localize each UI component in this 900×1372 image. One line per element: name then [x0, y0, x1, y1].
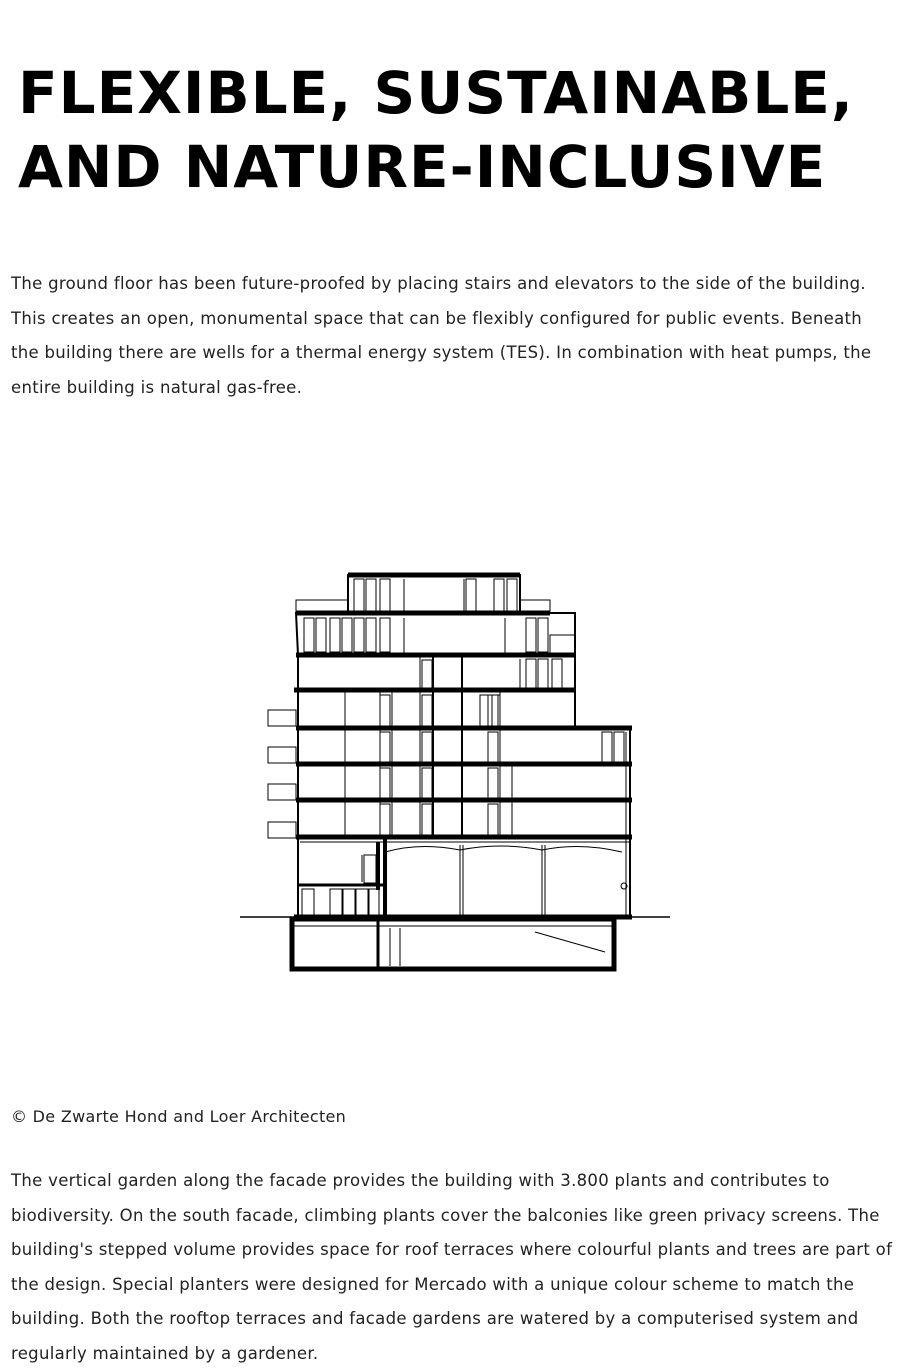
- building-section-drawing: [230, 560, 680, 980]
- image-credit: © De Zwarte Hond and Loer Architecten: [11, 1107, 347, 1126]
- page-title-line-1: FLEXIBLE, SUSTAINABLE,: [18, 59, 854, 127]
- body-paragraph: The vertical garden along the facade provides the building with 3.800 plants and contributes to biodiversity. On the south facade, climbing plants cover the balconies like green privacy screens. The building's stepped volume provides space for roof terraces where colourful plants and trees are part of the design. Special planters were designed for Mercado with a unique colour scheme to match the building. Both the rooftop terraces and facade gardens are watered by a computerised system and regularly maintained by a gardener.: [11, 1171, 893, 1363]
- intro-paragraph: The ground floor has been future-proofed by placing stairs and elevators to the side of the building. This creates an open, monumental space that can be flexibly configured for public events. Beneath the building there are wells for a thermal energy system (TES). In combination with heat pumps, the entire building is natural gas-free.: [11, 274, 872, 397]
- page-title-line-2: AND NATURE-INCLUSIVE: [18, 133, 827, 201]
- page-title: [18, 56, 878, 204]
